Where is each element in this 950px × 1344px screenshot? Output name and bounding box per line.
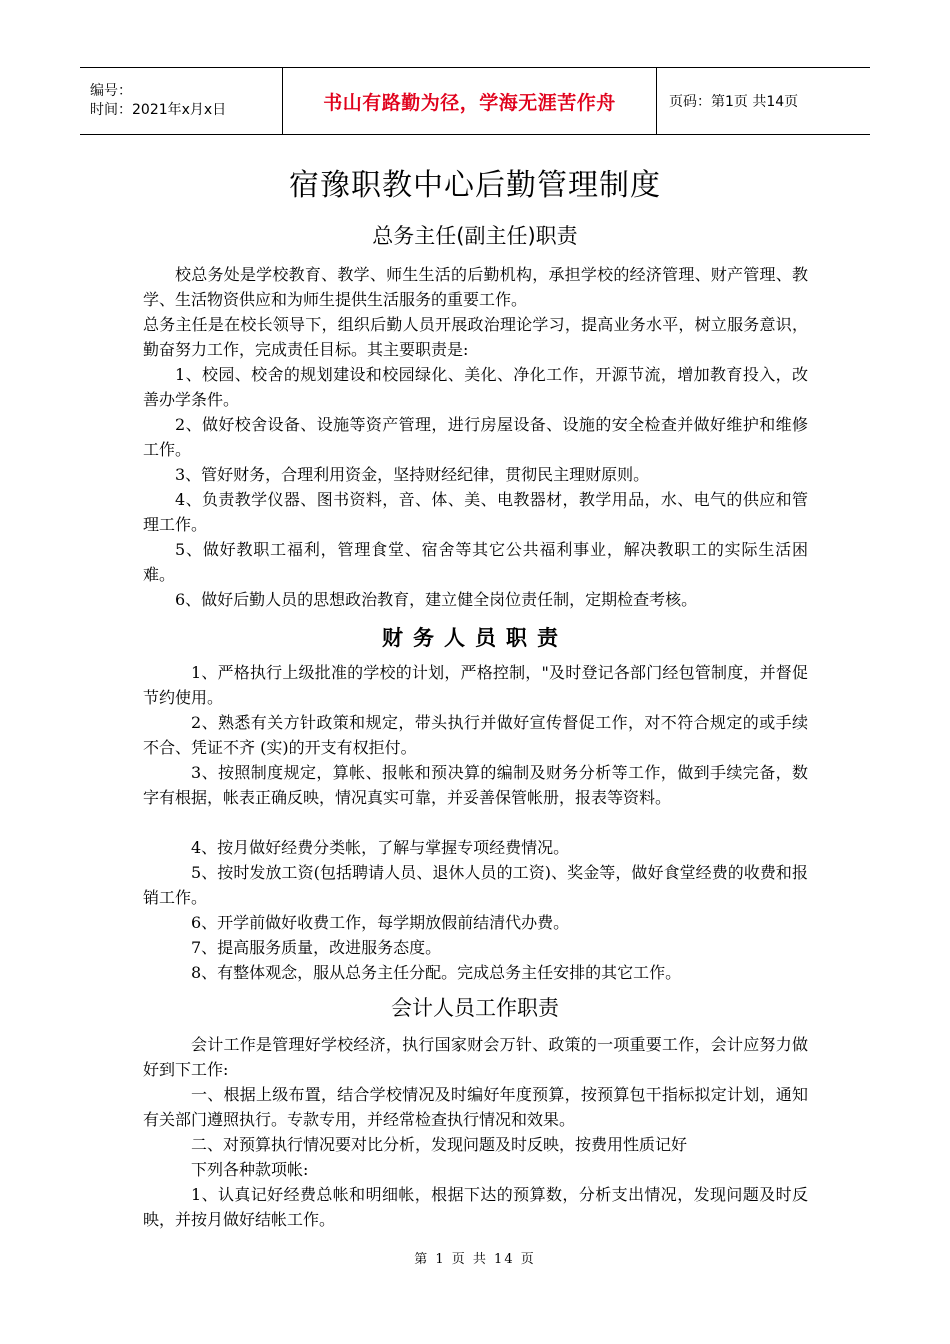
header-left-cell (80, 68, 282, 134)
paragraph: 1、严格执行上级批准的学校的计划，严格控制，"及时登记各部门经包管制度，并督促节约使用。 (143, 663, 808, 707)
paragraph: 5、做好教职工福利，管理食堂、宿舍等其它公共福利事业，解决教职工的实际生活困难。 (143, 540, 808, 584)
header-page-cell (657, 68, 870, 134)
paragraph: 3、管好财务，合理利用资金，坚持财经纪律，贯彻民主理财原则。 (175, 465, 650, 484)
page-info: 页码：第1页 共14页 (669, 94, 799, 110)
paragraph: 8、有整体观念，服从总务主任分配。完成总务主任安排的其它工作。 (191, 963, 682, 982)
paragraph: 一、根据上级布置，结合学校情况及时编好年度预算，按预算包干指标拟定计划，通知有关部门遵照执行。专款专用，并经常检查执行情况和效果。 (143, 1085, 808, 1129)
paragraph: 4、负责教学仪器、图书资料，音、体、美、电教器材，教学用品，水、电气的供应和管理工作。 (143, 490, 808, 534)
page-footer: 第 1 页 共 14 页 (414, 1252, 536, 1267)
paragraph: 5、按时发放工资(包括聘请人员、退休人员的工资)、奖金等，做好食堂经费的收费和报销工作。 (143, 863, 808, 907)
paragraph: 总务主任是在校长领导下，组织后勤人员开展政治理论学习，提高业务水平，树立服务意识，勤奋努力工作，完成责任目标。其主要职责是: (143, 315, 808, 359)
paragraph: 1、认真记好经费总帐和明细帐，根据下达的预算数，分析支出情况，发现问题及时反映，并按月做好结帐工作。 (143, 1185, 808, 1229)
paragraph: 2、做好校舍设备、设施等资产管理，进行房屋设备、设施的安全检查并做好维护和维修工作。 (143, 415, 808, 459)
motto: 书山有路勤为径，学海无涯苦作舟 (323, 91, 616, 114)
paragraph: 下列各种款项帐: (191, 1160, 309, 1179)
time-label: 时间：2021年x月x日 (90, 102, 227, 118)
paragraph: 6、做好后勤人员的思想政治教育，建立健全岗位责任制，定期检查考核。 (175, 590, 698, 609)
paragraph: 会计工作是管理好学校经济，执行国家财会万针、政策的一项重要工作，会计应努力做好到下工作: (143, 1035, 808, 1079)
section-title-finance-staff: 财务人员职责 (382, 626, 568, 650)
number-label: 编号： (90, 83, 132, 99)
paragraph: 2、熟悉有关方针政策和规定，带头执行并做好宣传督促工作，对不符合规定的或手续不合、凭证不齐 (实)的开支有权拒付。 (143, 713, 808, 757)
header-table (80, 67, 870, 135)
paragraph: 1、校园、校舍的规划建设和校园绿化、美化、净化工作，开源节流，增加教育投入，改善办学条件。 (143, 365, 808, 409)
section-title-accountant: 会计人员工作职责 (391, 996, 559, 1020)
paragraph: 校总务处是学校教育、教学、师生生活的后勤机构，承担学校的经济管理、财产管理、教学、生活物资供应和为师生提供生活服务的重要工作。 (143, 265, 808, 309)
paragraph: 6、开学前做好收费工作，每学期放假前结清代办费。 (191, 913, 570, 932)
paragraph: 4、按月做好经费分类帐，了解与掌握专项经费情况。 (191, 838, 570, 857)
paragraph: 3、按照制度规定，算帐、报帐和预决算的编制及财务分析等工作，做到手续完备，数字有根据，帐表正确反映，情况真实可靠，并妥善保管帐册，报表等资料。 (143, 763, 808, 807)
paragraph: 二、对预算执行情况要对比分析，发现问题及时反映，按费用性质记好 (191, 1135, 688, 1154)
paragraph: 7、提高服务质量，改进服务态度。 (191, 938, 442, 957)
section-title-general-affairs: 总务主任(副主任)职责 (372, 224, 578, 248)
doc-title: 宿豫职教中心后勤管理制度 (289, 168, 661, 203)
header-motto-cell (282, 68, 657, 134)
